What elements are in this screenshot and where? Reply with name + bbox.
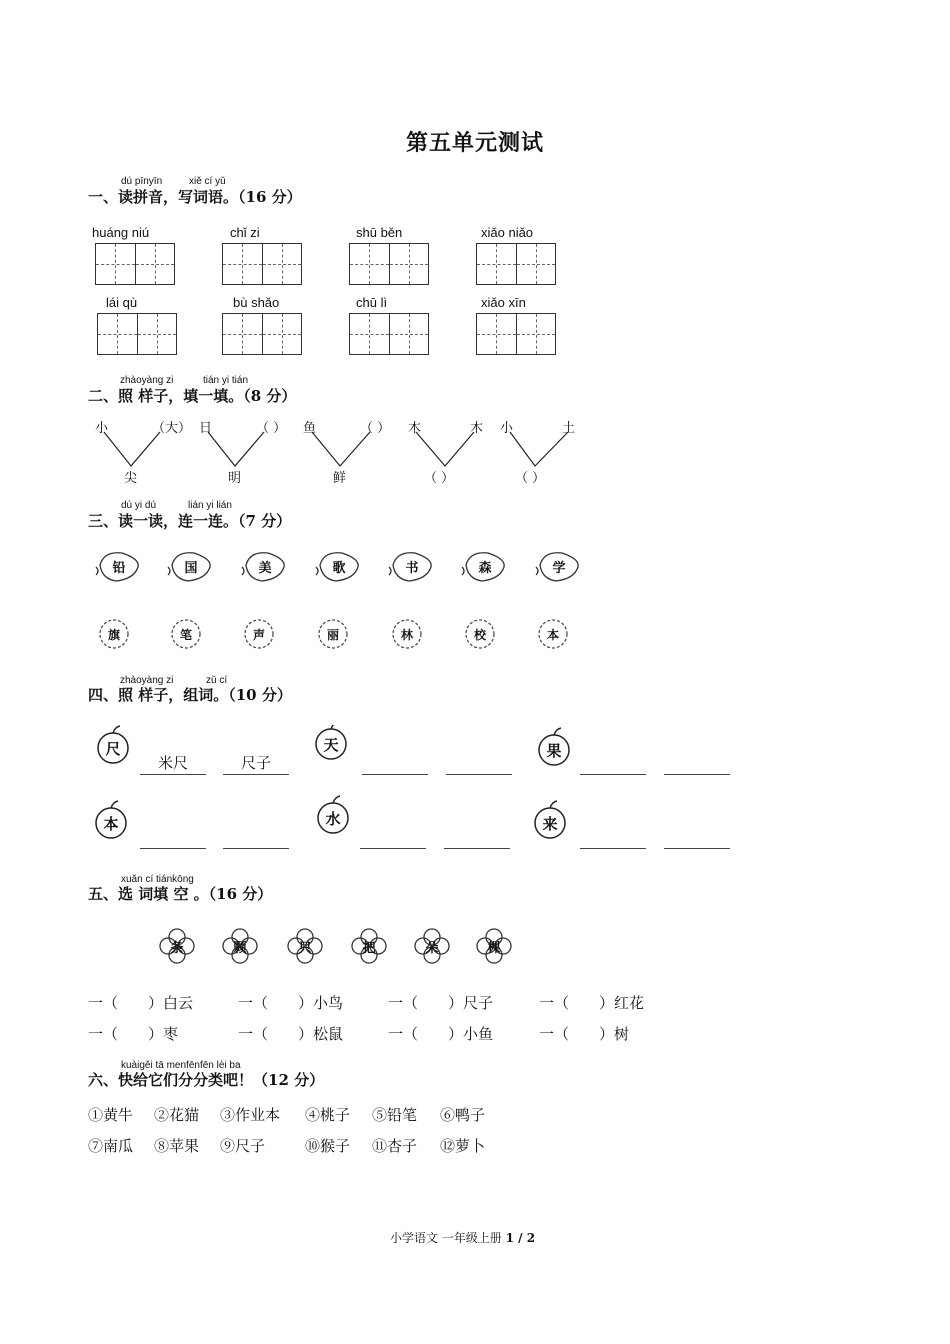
fill-item[interactable]: 一（ ）尺子 <box>388 994 494 1012</box>
fill-item[interactable]: 一（ ）小鱼 <box>388 1025 494 1043</box>
component-char: 木 <box>408 421 422 436</box>
pinyin-annotation: xuǎn cí tiánkōng <box>121 874 194 885</box>
pinyin-annotation: xiě cí yǔ <box>189 176 226 187</box>
pinyin-word: chū lì <box>356 295 388 310</box>
section-5-heading: 五、选 词填 空 。（16 分） <box>88 885 273 903</box>
component-char: 日 <box>199 421 213 436</box>
fill-item[interactable]: 一（ ）白云 <box>88 994 194 1012</box>
flower-char[interactable]: 声 <box>252 627 265 642</box>
section-3-heading: 三、读一读，连一连。（7 分） <box>88 512 292 530</box>
flower-char[interactable]: 笔 <box>179 627 192 642</box>
answer-blank[interactable] <box>362 752 428 775</box>
category-item: ⑪杏子 <box>372 1137 418 1155</box>
flower-char[interactable]: 丽 <box>326 627 339 642</box>
measure-word: 颗 <box>233 940 247 956</box>
measure-word: 棵 <box>487 940 501 956</box>
answer-blank[interactable] <box>664 752 730 775</box>
writing-grid[interactable] <box>97 313 177 355</box>
pinyin-annotation: tián yi tián <box>203 375 249 386</box>
apple-char: 水 <box>325 809 341 828</box>
pinyin-word: shū běn <box>356 225 403 240</box>
answer-blank[interactable] <box>444 826 510 849</box>
page-number: 1 / 2 <box>505 1231 536 1245</box>
section-2-heading: 二、照 样子，填一填。（8 分） <box>88 387 297 405</box>
category-item: ⑦南瓜 <box>88 1137 134 1155</box>
category-item: ⑫萝卜 <box>440 1137 486 1155</box>
example-word: 米尺 <box>140 752 206 775</box>
section-6-heading: 六、快给它们分分类吧！（12 分） <box>88 1071 325 1089</box>
component-blank[interactable]: （ ） <box>256 421 287 436</box>
component-char: （大） <box>152 421 192 436</box>
writing-grid[interactable] <box>349 243 429 285</box>
apple-char: 来 <box>542 814 558 833</box>
category-item: ④桃子 <box>305 1106 351 1124</box>
fill-item[interactable]: 一（ ）松鼠 <box>238 1025 344 1043</box>
measure-word: 朵 <box>425 940 439 956</box>
apple-char: 尺 <box>105 739 121 758</box>
pinyin-annotation: dú pīnyīn <box>121 176 163 187</box>
pinyin-annotation: zhàoyàng zi <box>120 675 174 686</box>
apple-char: 本 <box>103 814 119 833</box>
leaf-char[interactable]: 国 <box>184 560 198 576</box>
flower-char[interactable]: 校 <box>473 627 486 642</box>
category-item: ②花猫 <box>154 1106 200 1124</box>
pinyin-annotation: zhàoyàng zi <box>120 375 174 386</box>
result-blank[interactable]: （ ） <box>515 471 546 486</box>
writing-grid[interactable] <box>349 313 429 355</box>
pinyin-annotation: dú yi dú <box>121 500 157 511</box>
category-item: ①黄牛 <box>88 1106 134 1124</box>
pinyin-word: huáng niú <box>92 225 150 240</box>
writing-grid[interactable] <box>222 243 302 285</box>
answer-blank[interactable] <box>223 826 289 849</box>
section-4-heading: 四、照 样子，组词。（10 分） <box>88 686 292 704</box>
pinyin-annotation: kuàigěi tā menfēnfēn lèi ba <box>121 1060 241 1071</box>
section-1-heading: 一、读拼音，写词语。（16 分） <box>88 188 302 206</box>
leaf-char[interactable]: 铅 <box>112 560 126 576</box>
apple-char: 果 <box>546 741 562 760</box>
measure-word: 条 <box>170 940 184 956</box>
answer-blank[interactable] <box>360 826 426 849</box>
component-char: 土 <box>562 421 576 436</box>
category-item: ⑩猴子 <box>305 1137 351 1155</box>
pinyin-annotation: lián yi lián <box>188 500 232 511</box>
component-char: 木 <box>470 421 484 436</box>
leaf-char[interactable]: 森 <box>478 560 492 576</box>
result-blank[interactable]: （ ） <box>424 471 455 486</box>
measure-word: 把 <box>362 940 376 956</box>
page-title: 第五单元测试 <box>405 130 544 156</box>
footer-course: 小学语文 一年级上册 <box>390 1231 502 1245</box>
category-item: ③作业本 <box>220 1106 281 1124</box>
measure-word: 只 <box>298 940 312 956</box>
writing-grid[interactable] <box>95 243 175 285</box>
flower-char[interactable]: 本 <box>546 627 559 642</box>
apple-char: 天 <box>323 735 339 754</box>
result-char: 鲜 <box>333 471 347 486</box>
flower-char[interactable]: 旗 <box>107 627 120 642</box>
answer-blank[interactable] <box>140 826 206 849</box>
leaf-char[interactable]: 美 <box>258 560 272 576</box>
flower-char[interactable]: 林 <box>400 627 413 642</box>
pinyin-word: chǐ zi <box>230 225 260 240</box>
fill-item[interactable]: 一（ ）红花 <box>539 994 645 1012</box>
category-item: ⑥鸭子 <box>440 1106 486 1124</box>
component-char: 鱼 <box>303 421 317 436</box>
pinyin-word: xiǎo niǎo <box>481 225 534 240</box>
leaf-char[interactable]: 学 <box>552 560 566 576</box>
pinyin-annotation: zǔ cí <box>206 675 228 686</box>
answer-blank[interactable] <box>446 752 512 775</box>
fill-item[interactable]: 一（ ）树 <box>539 1025 630 1043</box>
leaf-char[interactable]: 书 <box>405 560 419 576</box>
pinyin-word: bù shǎo <box>233 295 280 310</box>
component-blank[interactable]: （ ） <box>360 421 391 436</box>
result-char: 尖 <box>124 471 138 486</box>
component-char: 小 <box>500 421 514 436</box>
answer-blank[interactable] <box>664 826 730 849</box>
writing-grid[interactable] <box>476 243 556 285</box>
flower-word-shapes <box>0 918 950 978</box>
fill-item[interactable]: 一（ ）小鸟 <box>238 994 344 1012</box>
pinyin-word: lái qù <box>106 295 138 310</box>
fill-item[interactable]: 一（ ）枣 <box>88 1025 179 1043</box>
writing-grid[interactable] <box>222 313 302 355</box>
result-char: 明 <box>228 471 242 486</box>
example-word: 尺子 <box>223 752 289 775</box>
category-item: ⑤铅笔 <box>372 1106 418 1124</box>
category-item: ⑧苹果 <box>154 1137 200 1155</box>
answer-blank[interactable] <box>580 826 646 849</box>
footer-text <box>390 1229 535 1246</box>
component-char: 小 <box>95 421 109 436</box>
writing-grid[interactable] <box>476 313 556 355</box>
leaf-char[interactable]: 歌 <box>332 560 346 576</box>
pinyin-word: xiǎo xīn <box>481 295 526 310</box>
category-item: ⑨尺子 <box>220 1137 266 1155</box>
answer-blank[interactable] <box>580 752 646 775</box>
